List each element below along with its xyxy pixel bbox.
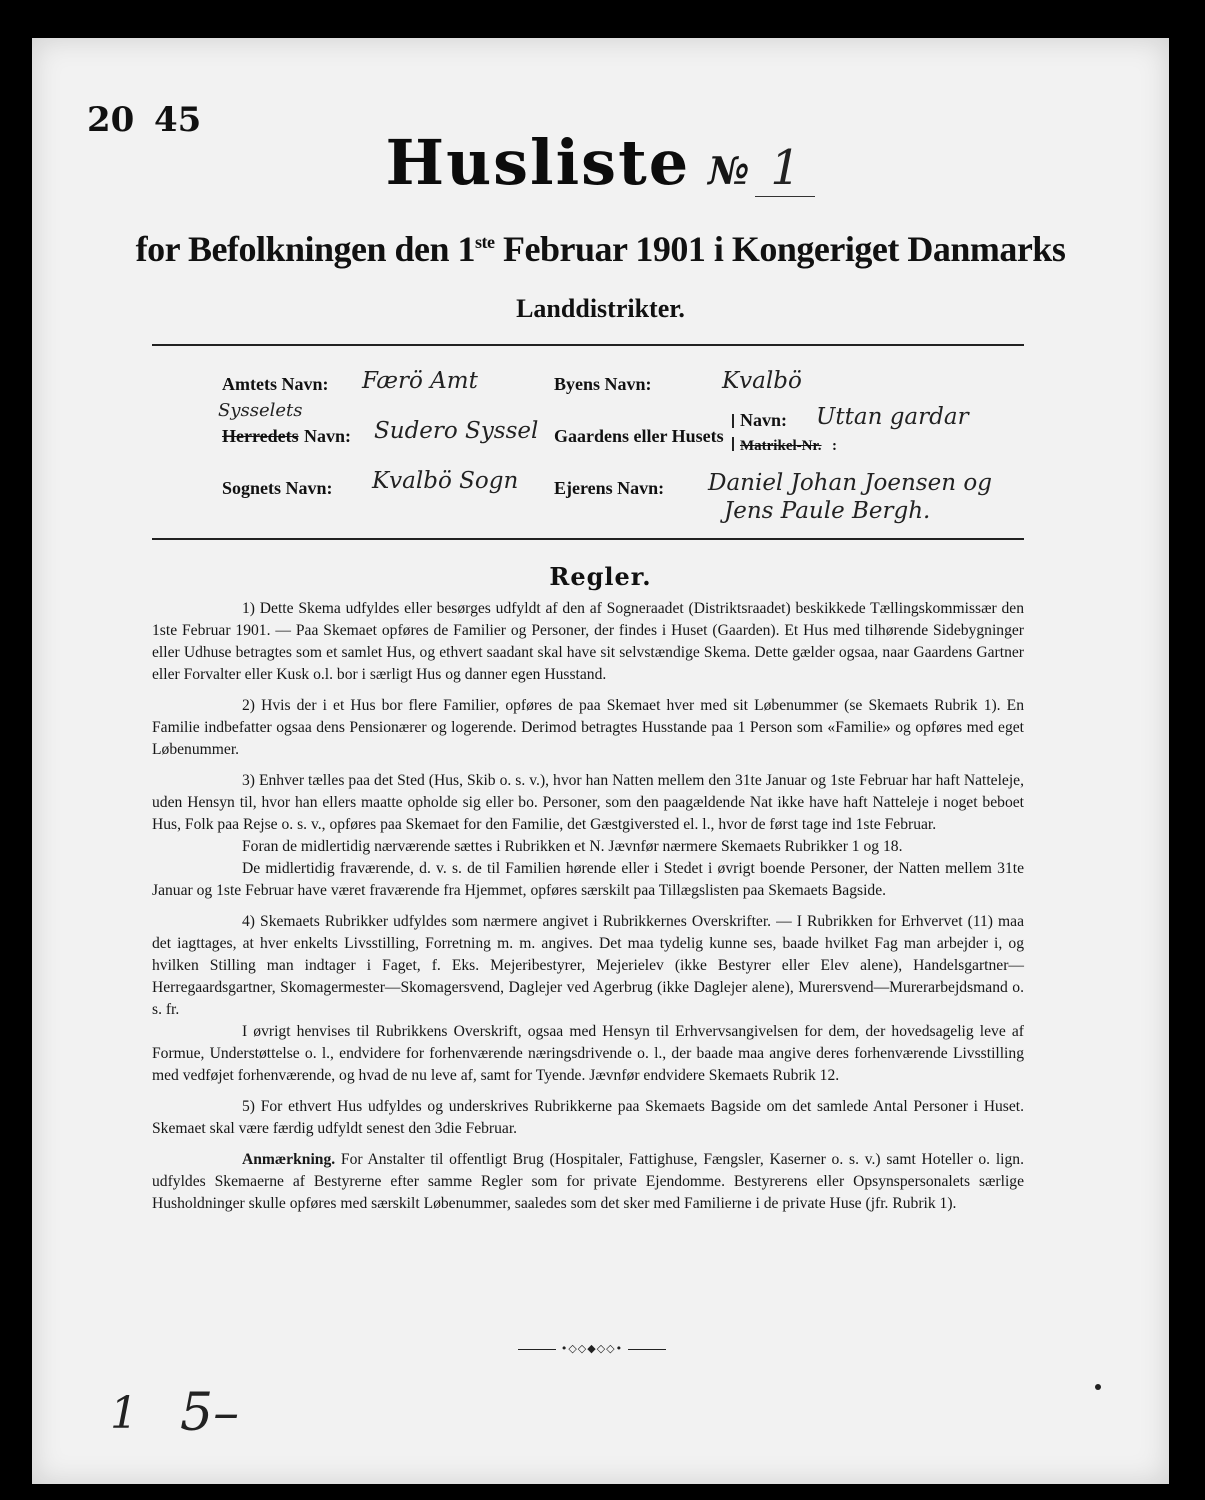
rules-body <box>152 598 1024 1224</box>
rule-5: 5) For ethvert Hus udfyldes og underskrives Rubrikkerne paa Skemaets Bagside om det samlede Antal Personer i Huset. Skemaet skal være færdig udfyldt senest den 3die Februar. <box>152 1098 1024 1137</box>
herred-label-struck: Herredets <box>222 426 299 446</box>
rule-4-continued: I øvrigt henvises til Rubrikkens Overskrift, ogsaa med Hensyn til Erhvervsangivelsen for dem, der hovedsagelig leve af Formue, Understøttelse o. l., endvidere for forhenværende næringsdrivende o. l., der baade maa angive deres forhenværende Livsstilling med vedføjet forhenværende, og hvad de nu leve af, samt for Tyende. Jævnfør endvidere Skemaets Rubrik 12. <box>152 1023 1024 1084</box>
ejer-value-line2: Jens Paule Bergh. <box>724 498 931 524</box>
bracket-top <box>732 414 734 428</box>
divider-bottom <box>152 538 1024 540</box>
byens-label: Byens Navn: <box>554 374 652 394</box>
navn-label: Navn: <box>740 410 788 430</box>
rule-1: 1) Dette Skema udfyldes eller besørges udfyldt af den af Sogneraadet (Distriktsraadet) beskikkede Tællingskommissær den 1ste Februar 1901. — Paa Skemaet opføres de Familier og Personer, der findes i Huset (Gaarden). Et Hus med tilhørende Sidebygninger eller Udhuse betragtes som et samlet Hus, og ethvert saadant skal have sit selvstændige Skema. Dette gælder ogsaa, naar Gaardens Gartner eller Forvalter eller Kusk o.l. bor i særligt Hus og danner egen Husstand. <box>152 600 1024 683</box>
ornament-divider: •◇◇◆◇◇• <box>517 1342 667 1355</box>
rules-heading: Regler. <box>549 562 652 591</box>
note-text: For Anstalter til offentligt Brug (Hospitaler, Fattighuse, Fængsler, Kaserner o. s. v.) samt Hoteller o. lign. udfyldes Skemaerne af Bestyrerne efter samme Regler som for private Ejendomme. Bestyrerens eller Opsynspersonalets særlige Husholdninger skulle opføres med særskilt Løbenummer, saaledes som det sker med Familierne i de private Huse (jfr. Rubrik 1). <box>152 1151 1024 1212</box>
margin-mark-left: 1 <box>110 1388 138 1439</box>
sogn-label: Sognets Navn: <box>222 478 333 498</box>
number-label: № <box>708 148 750 193</box>
divider-top <box>152 344 1024 346</box>
subtitle <box>32 228 1169 270</box>
margin-mark-five: 5– <box>180 1383 240 1443</box>
herred-label-navn: Navn: <box>304 426 352 446</box>
title-row <box>32 126 1169 199</box>
herred-value: Sudero Syssel <box>374 418 539 444</box>
ejer-value-line1: Daniel Johan Joensen og <box>708 470 992 496</box>
matrikel-colon: : <box>832 438 837 454</box>
gaard-label: Gaardens eller Husets <box>554 426 724 446</box>
byens-value: Kvalbö <box>722 368 802 394</box>
page-title: Husliste <box>385 126 691 199</box>
sogn-value: Kvalbö Sogn <box>372 468 519 494</box>
ink-dot <box>1095 1384 1101 1390</box>
subtitle-post: Februar 1901 i Kongeriget Danmarks <box>494 229 1066 269</box>
navn-value: Uttan gardar <box>816 404 969 430</box>
subtitle-districts: Landdistrikter. <box>516 294 685 323</box>
list-number-handwritten: 1 <box>755 140 815 197</box>
rule-3-continued-b: De midlertidig fraværende, d. v. s. de til Familien hørende eller i Stedet i øvrigt boende Personer, der Natten mellem 31te Januar og 1ste Februar have været fraværende fra Hjemmet, opføres særskilt paa Tillægslisten paa Skemaets Bagside. <box>152 860 1024 899</box>
note-paragraph <box>152 1149 1024 1215</box>
rule-2: 2) Hvis der i et Hus bor flere Familier, opføres de paa Skemaet hver med sit Løbenummer (se Skemaets Rubrik 1). En Familie indbefatter ogsaa dens Pensionærer og logerende. Derimod betragtes Husstande paa 1 Person som «Familie» og opføres med eget Løbenummer. <box>152 697 1024 758</box>
rule-4: 4) Skemaets Rubrikker udfyldes som nærmere angivet i Rubrikkernes Overskrifter. — I Rubrikken for Erhvervet (11) maa det iagttages, at hver enkelts Livsstilling, Forretning m. m. angives. Det maa tydelig kunne ses, baade hvilket Fag man arbejder i, og hvilken Stilling man indtager i Faget, f. Eks. Mejeribestyrer, Mejerielev (ikke Bestyrer eller Elev alene), Handelsgartner—Herregaardsgartner, Skomagermester—Skomagersvend, Daglejer ved Agerbrug (ikke Daglejer alene), Murersvend—Murerarbejdsmand o. s. fr. <box>152 913 1024 1018</box>
bracket-bottom <box>732 437 734 451</box>
archive-number-left: 20 <box>87 100 135 140</box>
amt-label: Amtets Navn: <box>222 374 329 394</box>
census-form-page <box>32 38 1169 1484</box>
matrikel-label-struck: Matrikel-Nr. <box>740 438 822 454</box>
rule-3: 3) Enhver tælles paa det Sted (Hus, Skib o. s. v.), hvor han Natten mellem den 31te Januar og 1ste Februar har haft Natteleje, uden Hensyn til, hvor han ellers maatte opholde sig eller bo. Personer, som den paagældende Nat ikke have haft Natteleje i noget beboet Hus, Folk paa Rejse o. s. v., opføres paa Skemaet for den Familie, det Gæstgiversted el. l., hvor de først tage ind 1ste Februar. <box>152 772 1024 833</box>
subtitle-pre: for Befolkningen den 1 <box>135 229 476 269</box>
amt-value: Færö Amt <box>362 368 478 394</box>
ejer-label: Ejerens Navn: <box>554 478 665 498</box>
archive-number-right: 45 <box>154 100 202 140</box>
note-label: Anmærkning. <box>242 1151 336 1168</box>
rule-3-continued-a: Foran de midlertidig nærværende sættes i Rubrikken et N. Jævnfør nærmere Skemaets Rubrikker 1 og 18. <box>242 838 903 855</box>
subtitle-sup: ste <box>475 232 495 252</box>
herred-handwritten-correction: Sysselets <box>218 400 303 421</box>
